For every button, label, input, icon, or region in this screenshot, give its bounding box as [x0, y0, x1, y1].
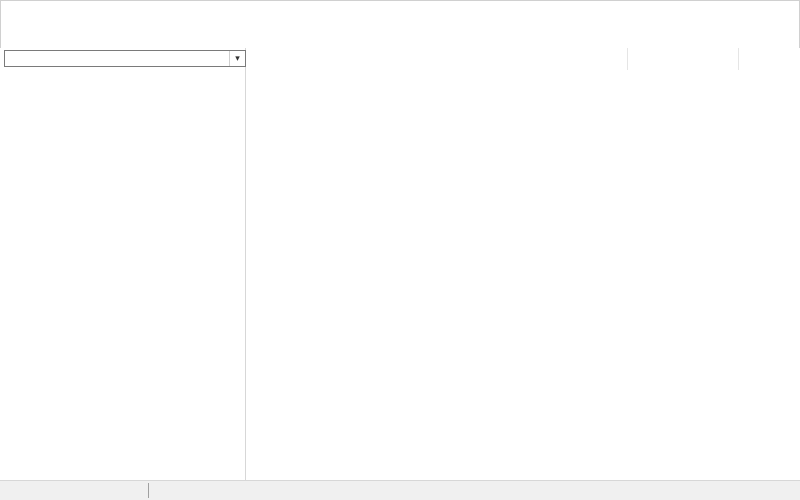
title-bar [0, 0, 800, 28]
category-tree-pane [2, 48, 246, 480]
maximize-button[interactable] [719, 1, 759, 29]
column-header-comment[interactable] [739, 48, 800, 70]
details-pane [247, 48, 412, 480]
column-header-name[interactable] [414, 48, 628, 70]
minimize-button[interactable] [673, 1, 713, 29]
policy-source-select[interactable] [4, 50, 246, 67]
status-bar [0, 480, 800, 500]
menu-bar [0, 28, 800, 48]
status-divider [148, 483, 149, 498]
chevron-down-icon[interactable]: ▾ [229, 51, 245, 66]
close-button[interactable] [759, 1, 799, 29]
column-header-state[interactable] [628, 48, 739, 70]
policy-list-pane [414, 48, 800, 480]
